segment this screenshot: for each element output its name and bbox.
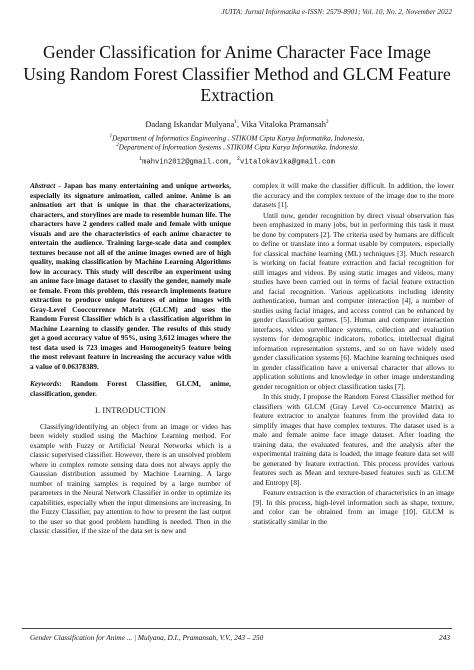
authors bbox=[22, 119, 452, 129]
footer-citation: Gender Classification for Anime ... | Mulyana, D.I., Pramansah, V.V., 243 – 250 bbox=[30, 633, 264, 642]
affiliation-text: Department of Informatics Engineering , STIKOM Cipta Karya Informatika, Indonesia, bbox=[112, 134, 365, 143]
left-column bbox=[30, 181, 231, 536]
body-paragraph: complex it will make the classifier difficult. In addition, the lower the accuracy and the complex texture of the image due to the more datasets [1]. bbox=[253, 181, 454, 209]
affiliation-superscript: 1 bbox=[109, 134, 113, 139]
author-name: Vika Vitaloka Pramansah bbox=[240, 119, 326, 129]
keywords bbox=[30, 379, 231, 398]
author-emails bbox=[22, 156, 452, 166]
body-paragraph: Classifying/identifying an object from an image or video has been widely studied using the Machine Learning method. For example with Fuzzy or Artificial Neural Networks which is a classic supervised classifier. However, there is an unsolved problem where in complex remote sensing data does not always apply the Gaussian distribution assumed by Machine Learning. A large number of training samples is required by a large number of parameters in the Neural Network Classifier in order to optimize its capabilities, especially when the input dimensions are increasing. In the Fuzzy Classifier, pay attention to how to present the last output to the user so that good problem handling is needed. Then in the classic classifier, if the size of the data set is new and bbox=[30, 421, 231, 535]
page-number: 243 bbox=[439, 633, 450, 642]
journal-header: JUITA: Jurnal Informatika e-ISSN: 2579-8901; Vol. 10, No. 2, November 2022 bbox=[221, 7, 452, 16]
email-link[interactable]: vitalokavika@gmail.com bbox=[240, 158, 335, 167]
email-link[interactable]: mahvin2012@gmail.com, bbox=[142, 158, 233, 167]
keywords-label: Keywords bbox=[30, 379, 60, 388]
body-paragraph: Feature extraction is the extraction of characteristics in an image [9]. In this process, high-level information such as shape, texture, and color can be obtained from an image [10]. GLCM is statistically similar in the bbox=[253, 488, 454, 526]
abstract bbox=[30, 181, 231, 371]
affiliation-2 bbox=[22, 143, 452, 151]
paper-title: Gender Classification for Anime Character Face Image Using Random Forest Classifier Method and GLCM Feature Extraction bbox=[23, 42, 451, 105]
author-superscript: 1 bbox=[234, 119, 237, 125]
abstract-label: Abstract bbox=[30, 181, 56, 190]
abstract-text: - Japan has many entertaining and unique artworks, especially its signature animation, called anime. Anime is an animation art that is unique in that the characterizations, characters, and storylines are made to resemble human life. The characters have 2 genders called male and female with unique visuals and are the characteristics of each anime character to entertain the audience. Training large-scale data and complex textures because not all of the anime images owned are of high quality, making classification by Machine Learning Algorithms low in accuracy. This study will describe an experiment using an anime face image dataset to classify the gender, namely male or female. From this problem, this research implements feature extraction to produce unique features of anime images with Gray-Level Cooccurrence Matrix (GLCM) and uses the Random Forest Classifier which is a classification algorithm in Machine Learning to classify gender. The results of this study get a good accuracy value of 95%, using 3,612 images where the test data used is 723 images and Homogeneity5 feature being the most relevant feature in increasing the accuracy value with a value of 0.06378389. bbox=[30, 181, 231, 371]
email-superscript: 2 bbox=[237, 156, 241, 162]
author-separator: , bbox=[236, 119, 241, 129]
author-superscript: 2 bbox=[325, 119, 329, 125]
affiliation-1 bbox=[22, 134, 452, 142]
email-superscript: 1 bbox=[139, 156, 143, 162]
author-name: Dadang Iskandar Mulyana bbox=[145, 119, 235, 129]
footer-divider bbox=[22, 628, 452, 629]
keywords-text: : Random Forest Classifier, GLCM, anime, classification, gender. bbox=[30, 379, 231, 398]
body-paragraph: In this study, I propose the Random Forest Classifier method for classifiers with GLCM (Gray Level Co-occurrence Matrix) as feature extractor to analyze features from the provided data to simplify images that have complex textures. The dataset used is a male and female anime face image dataset. After loading the training data, the evaluated features, and the analysis after the experimental training data is loaded, the image feature data set will be generated by feature extraction. This process provides various features such as Mean and texture-based features such as GLCM and Entropy [8]. bbox=[253, 392, 454, 487]
right-column bbox=[253, 181, 454, 526]
affiliation-superscript: 2 bbox=[116, 143, 119, 148]
section-heading-introduction: I. INTRODUCTION bbox=[95, 406, 166, 415]
body-paragraph: Until now, gender recognition by direct visual observation has been emphasized in many jobs, but in performing this task it must be done by computers [2]. The criteria used by humans are difficult to define or translate into a format usable by computers, especially for classical machine learning (ML) techniques [3]. Much research is working on facial feature extraction and facial recognition for still images and videos. By using static images and videos, many studies have been carried out in terms of facial feature extraction and facial recognition. Various applications including identity authentication, human and computer interaction [4], a number of studies using facial images, and access control can be enhanced by gender classification games. [5]. Human and computer interaction interfaces, video surveillance systems, collection and evaluation systems for demographic indicators, robotics, intellectual digital information representation systems, and so on have widely used gender classification systems [6]. Machine learning techniques used in gender classification have a universal character that allows to application solutions and knowledge in other image understanding gender recognition or object classification tasks [7]. bbox=[253, 210, 454, 391]
affiliation-text: Department of Information Systems , STIKOM Cipta Karya Informatika, Indonesia bbox=[118, 143, 358, 152]
